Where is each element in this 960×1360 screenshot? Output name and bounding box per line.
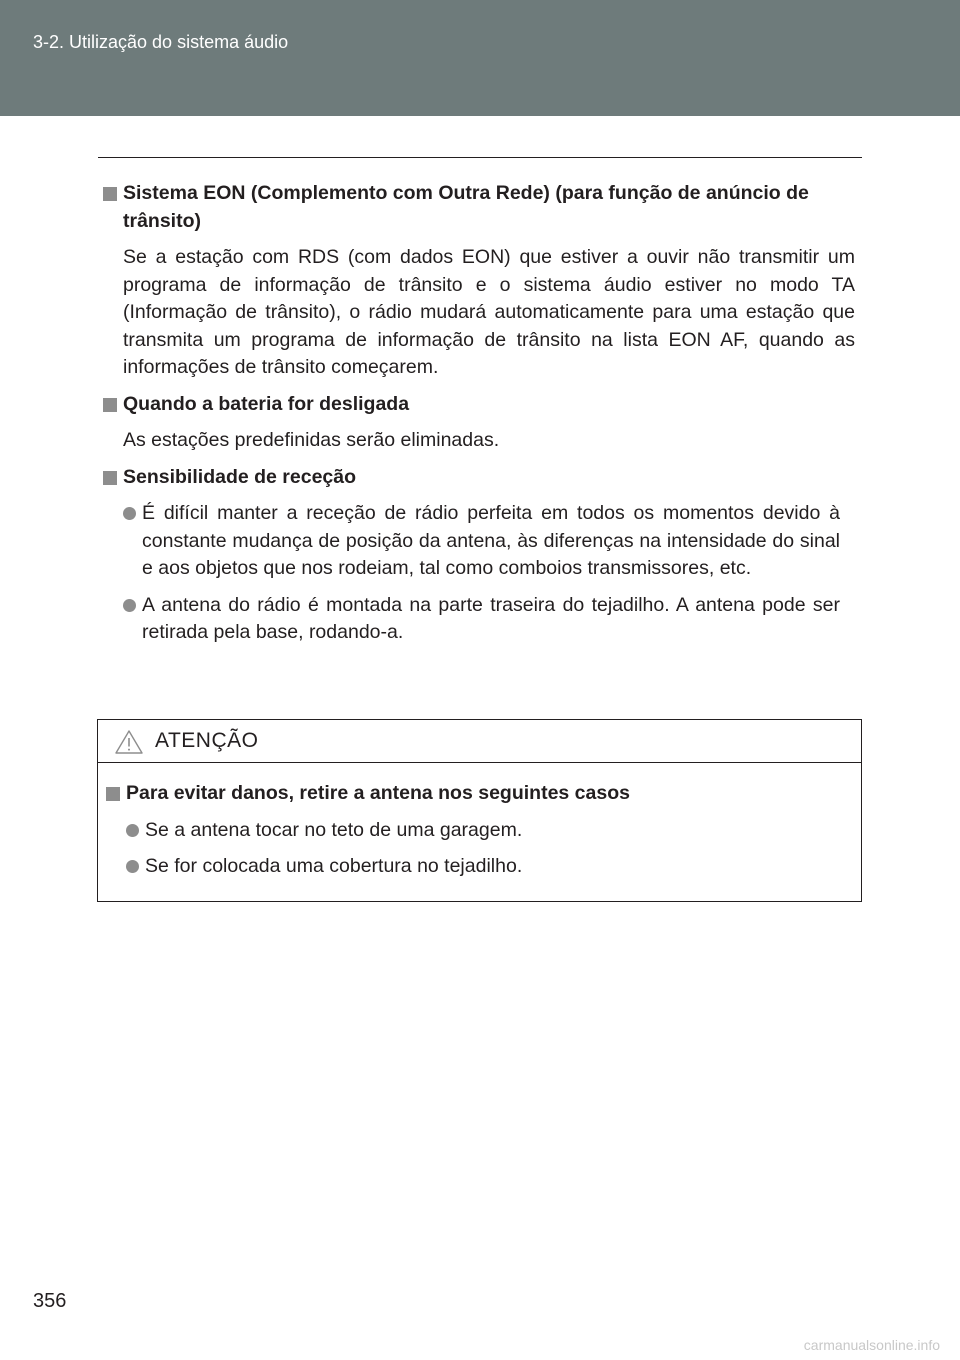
warning-bullet-list: [106, 817, 861, 881]
section-heading-text: Sensibilidade de receção: [123, 465, 357, 488]
warning-box: [97, 719, 862, 902]
circle-bullet-icon: [123, 507, 136, 520]
warning-title: ATENÇÃO: [155, 729, 259, 752]
header-band: [0, 0, 960, 116]
section-heading-text: Sistema EON (Complemento com Outra Rede) (para função de anúncio de trânsito): [123, 182, 809, 232]
square-bullet-icon: [103, 471, 117, 485]
warning-triangle-icon: [114, 729, 144, 755]
section-heading-battery: [103, 391, 855, 419]
section-title: 3-2. Utilização do sistema áudio: [33, 32, 289, 52]
square-bullet-icon: [103, 187, 117, 201]
warning-body: [98, 763, 861, 881]
reception-bullet-list: [103, 500, 855, 647]
warning-heading-text: Para evitar danos, retire a antena nos seguintes casos: [126, 782, 630, 804]
list-item-text: A antena do rádio é montada na parte traseira do tejadilho. A antena pode ser retirada pela base, rodando-a.: [142, 593, 840, 643]
warning-header: [98, 720, 861, 763]
circle-bullet-icon: [123, 599, 136, 612]
square-bullet-icon: [103, 398, 117, 412]
list-item: [126, 817, 861, 845]
list-item-text: É difícil manter a receção de rádio perfeita em todos os momentos devido à constante mudança de posição da antena, às diferenças na intensidade do sinal e aos objetos que nos rodeiam, tal como comboios transmissores, etc.: [142, 502, 840, 579]
list-item: [123, 592, 855, 647]
list-item-text: Se for colocada uma cobertura no tejadilho.: [145, 855, 523, 877]
circle-bullet-icon: [126, 824, 139, 837]
section-heading-eon: [103, 180, 855, 235]
list-item-text: Se a antena tocar no teto de uma garagem.: [145, 818, 523, 841]
warning-heading: [106, 780, 861, 808]
section-heading-reception: [103, 464, 855, 492]
watermark: carmanualsonline.info: [803, 1337, 940, 1353]
section-body-eon: Se a estação com RDS (com dados EON) que estiver a ouvir não transmitir um programa de informação de trânsito e o sistema áudio estiver no modo TA (Informação de trânsito), o rádio mudará automaticamente para uma estação que transmita um programa de informação de trânsito na lista EON AF, quando as informações de trânsito começarem.: [123, 246, 855, 378]
list-item: [126, 853, 861, 881]
section-body-battery: As estações predefinidas serão eliminadas.: [123, 429, 500, 451]
section-heading-text: Quando a bateria for desligada: [123, 392, 410, 415]
circle-bullet-icon: [126, 860, 139, 873]
list-item: [123, 500, 855, 583]
top-divider: [98, 157, 862, 158]
page-number: 356: [33, 1290, 67, 1312]
square-bullet-icon: [106, 787, 120, 801]
main-content: [103, 180, 855, 656]
